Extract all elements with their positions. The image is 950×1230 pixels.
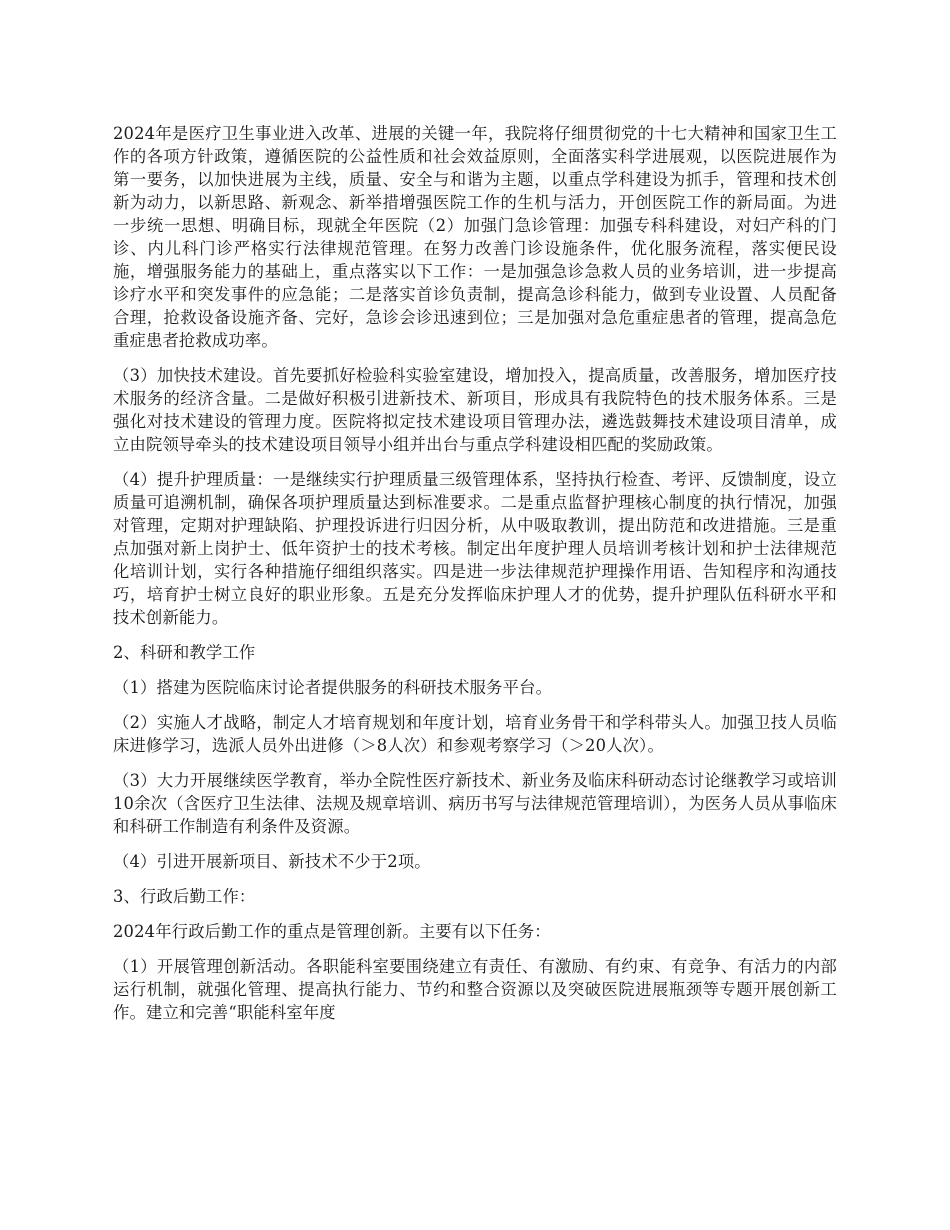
document-page <box>113 122 837 1036</box>
paragraph-research-2: （2）实施人才战略，制定人才培育规划和年度计划，培育业务骨干和学科带头人。加强卫技人员临床进修学习，选派人员外出进修（＞8人次）和参观考察学习（＞20人次）。 <box>113 713 837 755</box>
paragraph-research-4: （4）引进开展新项目、新技术不少于2项。 <box>113 852 431 871</box>
paragraph-admin-intro: 2024年行政后勤工作的重点是管理创新。主要有以下任务： <box>113 922 551 941</box>
paragraph-technology: （3）加快技术建设。首先要抓好检验科实验室建设，增加投入，提高质量，改善服务，增加医疗技术服务的经济含量。二是做好积极引进新技术、新项目，形成具有我院特色的技术服务体系。三是强化对技术建设的管理力度。医院将拟定技术建设项目管理办法，遴选鼓舞技术建设项目清单，成立由院领导牵头的技术建设项目领导小组并出台与重点学科建设相匹配的奖励政策。 <box>113 366 837 454</box>
paragraph-research-3: （3）大力开展继续医学教育，举办全院性医疗新技术、新业务及临床科研动态讨论继教学习或培训10余次（含医疗卫生法律、法规及规章培训、病历书写与法律规范管理培训），为医务人员从事临床和科研工作制造有利条件及资源。 <box>113 771 837 836</box>
section-heading-research: 2、科研和教学工作 <box>113 643 256 662</box>
section-heading-admin: 3、行政后勤工作： <box>113 887 256 906</box>
paragraph-intro: 2024年是医疗卫生事业进入改革、进展的关键一年，我院将仔细贯彻党的十七大精神和国家卫生工作的各项方针政策，遵循医院的公益性质和社会效益原则，全面落实科学进展观，以医院进展作为第一要务，以加快进展为主线，质量、安全与和谐为主题，以重点学科建设为抓手，管理和技术创新为动力，以新思路、新观念、新举措增强医院工作的生机与活力，开创医院工作的新局面。为进一步统一思想、明确目标，现就全年医院（2）加强门急诊管理：加强专科科建设，对妇产科的门诊、内儿科门诊严格实行法律规范管理。在努力改善门诊设施条件，优化服务流程，落实便民设施，增强服务能力的基础上，重点落实以下工作：一是加强急诊急救人员的业务培训，进一步提高诊疗水平和突发事件的应急能；二是落实首诊负责制，提高急诊科能力，做到专业设置、人员配备合理，抢救设备设施齐备、完好，急诊会诊迅速到位；三是加强对急危重症患者的管理，提高急危重症患者抢救成功率。 <box>113 124 837 350</box>
paragraph-nursing: （4）提升护理质量：一是继续实行护理质量三级管理体系，坚持执行检查、考评、反馈制度，设立质量可追溯机制，确保各项护理质量达到标准要求。二是重点监督护理核心制度的执行情况，加强对管理，定期对护理缺陷、护理投诉进行归因分析，从中吸取教训，提出防范和改进措施。三是重点加强对新上岗护士、低年资护士的技术考核。制定出年度护理人员培训考核计划和护士法律规范化培训计划，实行各种措施仔细组织落实。四是进一步法律规范护理操作用语、告知程序和沟通技巧，培育护士树立良好的职业形象。五是充分发挥临床护理人才的优势，提升护理队伍科研水平和技术创新能力。 <box>113 470 837 627</box>
paragraph-research-1: （1）搭建为医院临床讨论者提供服务的科研技术服务平台。 <box>113 678 553 697</box>
paragraph-admin-1: （1）开展管理创新活动。各职能科室要围绕建立有责任、有激励、有约束、有竞争、有活力的内部运行机制，就强化管理、提高执行能力、节约和整合资源以及突破医院进展瓶颈等专题开展创新工作。建立和完善“职能科室年度 <box>113 957 837 1022</box>
